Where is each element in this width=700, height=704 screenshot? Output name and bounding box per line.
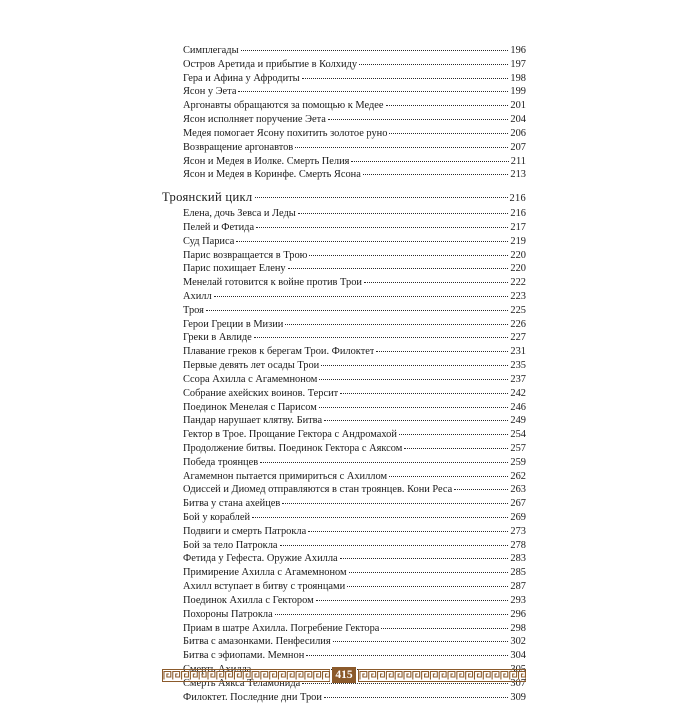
dot-leader [285, 323, 508, 325]
toc-entry-title: Битва у стана ахейцев [183, 498, 281, 510]
dot-leader [309, 254, 508, 256]
toc-entry-page: 246 [510, 401, 526, 413]
dot-leader [214, 295, 509, 297]
dot-leader [389, 475, 508, 477]
toc-entry-title: Аргонавты обращаются за помощью к Медее [183, 100, 384, 112]
toc-entry-title: Ссора Ахилла с Агамемноном [183, 373, 318, 385]
toc-entry-page: 211 [510, 155, 526, 167]
toc-entry [162, 155, 526, 169]
dot-leader [316, 599, 509, 601]
dot-leader [302, 77, 509, 79]
toc-entry [162, 497, 526, 511]
dot-leader [340, 392, 508, 394]
toc-entry [162, 276, 526, 290]
toc-entry-title: Собрание ахейских воинов. Терсит [183, 387, 339, 399]
toc-entries-argonauts [162, 44, 526, 182]
dot-leader [241, 49, 509, 51]
dot-leader [381, 627, 508, 629]
toc-entry [162, 304, 526, 318]
toc-entry [162, 168, 526, 182]
dot-leader [298, 212, 509, 214]
toc-entry-page: 304 [510, 650, 526, 662]
dot-leader [319, 378, 508, 380]
toc-entry-title: Гера и Афина у Афродиты [183, 72, 300, 84]
dot-leader [347, 585, 508, 587]
toc-entry-title: Смерть Аякса Теламонида [183, 677, 301, 689]
toc-entry-title: Ясон и Медея в Коринфе. Смерть Ясона [183, 169, 361, 181]
toc-entry-page: 216 [510, 208, 526, 220]
toc-entry-title: Ахилл вступает в битву с троянцами [183, 581, 346, 593]
toc-entry-title: Ясон у Эета [183, 86, 237, 98]
toc-entry-page: 263 [510, 484, 526, 496]
dot-leader [252, 516, 508, 518]
toc-entry-page: 259 [510, 456, 526, 468]
toc-entry [162, 525, 526, 539]
toc-entry-page: 198 [510, 72, 526, 84]
dot-leader [399, 433, 508, 435]
toc-entry [162, 235, 526, 249]
toc-entry [162, 207, 526, 221]
toc-entry-title: Фетида у Гефеста. Оружие Ахилла [183, 553, 338, 565]
toc-entry [162, 622, 526, 636]
toc-entry-page: 222 [510, 277, 526, 289]
toc-entry [162, 318, 526, 332]
toc-entry-title: Битва с амазонками. Пенфесилия [183, 636, 331, 648]
toc-entry-page: 197 [510, 58, 526, 70]
toc-entry [162, 387, 526, 401]
toc-entry [162, 85, 526, 99]
toc-entry-page: 283 [510, 553, 526, 565]
toc-entry-title: Симплегады [183, 45, 239, 56]
toc-entry [162, 580, 526, 594]
toc-entry-title: Ахилл [183, 291, 212, 302]
toc-entry-title: Одиссей и Диомед отправляются в стан троянцев. Кони Реса [183, 484, 453, 496]
dot-leader [333, 640, 509, 642]
toc-entry [162, 262, 526, 276]
dot-leader [256, 226, 508, 228]
dot-leader [376, 350, 508, 352]
toc-section-heading [162, 188, 526, 207]
toc-entry-page: 201 [510, 100, 526, 112]
meander-ornament-left [162, 669, 330, 682]
toc-entries-trojan [162, 207, 526, 704]
toc-entry-page: 225 [510, 304, 526, 316]
toc-entry-page: 231 [510, 346, 526, 358]
toc-entry-page: 273 [510, 525, 526, 537]
toc-entry [162, 58, 526, 72]
toc-entry-page: 206 [510, 127, 526, 139]
toc-entry-page: 309 [510, 691, 526, 703]
toc-entry [162, 483, 526, 497]
toc-entry [162, 414, 526, 428]
toc-entry-page: 219 [510, 235, 526, 247]
toc-entry-title: Пелей и Фетида [183, 221, 255, 233]
toc-entry [162, 113, 526, 127]
page-footer [162, 664, 526, 686]
toc-entry [162, 345, 526, 359]
toc-entry-page: 249 [510, 415, 526, 427]
dot-leader [306, 654, 508, 656]
toc-entry-title: Бой за тело Патрокла [183, 539, 278, 551]
toc-entry-page: 217 [510, 221, 526, 233]
toc-entry-page: 307 [510, 677, 526, 689]
dot-leader [364, 281, 508, 283]
dot-leader [308, 530, 508, 532]
dot-leader [389, 132, 508, 134]
toc-entry-page: 287 [510, 581, 526, 593]
toc-entry-title: Остров Аретида и прибытие в Колхиду [183, 58, 358, 70]
dot-leader [321, 364, 508, 366]
toc-entry-title: Парис похищает Елену [183, 263, 286, 275]
toc-entry [162, 442, 526, 456]
dot-leader [282, 502, 508, 504]
dot-leader [349, 571, 509, 573]
toc-entry-title: Смерть Ахилла [183, 663, 252, 675]
toc-entry-title: Менелай готовится к войне против Трои [183, 277, 362, 289]
toc-entry [162, 359, 526, 373]
dot-leader [236, 240, 508, 242]
toc-entry-page: 305 [510, 663, 526, 675]
toc-entry-page: 269 [510, 512, 526, 523]
toc-entry [162, 511, 526, 525]
toc-entry [162, 456, 526, 470]
dot-leader [386, 104, 509, 106]
toc-entry [162, 552, 526, 566]
toc-entry [162, 221, 526, 235]
toc-entry-page: 257 [510, 442, 526, 454]
toc-entry-title: Похороны Патрокла [183, 608, 273, 620]
toc-entry-page: 267 [510, 498, 526, 510]
toc-entry-title: Елена, дочь Зевса и Леды [183, 208, 296, 220]
toc-entry-page: 220 [510, 249, 526, 261]
dot-leader [324, 696, 508, 698]
dot-leader [280, 544, 509, 546]
toc-entry-page: 223 [510, 291, 526, 302]
toc-entry-page: 213 [510, 169, 526, 181]
toc-entry [162, 127, 526, 141]
toc-entry-title: Греки в Авлиде [183, 332, 252, 344]
toc-entry-title: Поединок Менелая с Парисом [183, 401, 317, 413]
dot-leader [328, 118, 509, 120]
toc-entry [162, 649, 526, 663]
dot-leader [288, 267, 509, 269]
dot-leader [254, 336, 509, 338]
dot-leader [206, 309, 508, 311]
toc-entry-title: Ясон исполняет поручение Эета [183, 114, 326, 126]
toc-entry-page: 235 [510, 360, 526, 372]
toc-entry-title: Подвиги и смерть Патрокла [183, 525, 307, 537]
toc-entry-title: Герои Греции в Мизии [183, 318, 284, 330]
section-page: 216 [509, 193, 526, 205]
toc-entry [162, 635, 526, 649]
dot-leader [275, 613, 509, 615]
toc-entry-title: Возвращение аргонавтов [183, 141, 294, 153]
toc-entry [162, 691, 526, 704]
toc-entry-title: Парис возвращается в Трою [183, 249, 308, 261]
meander-ornament-right [358, 669, 526, 682]
dot-leader [404, 447, 508, 449]
toc-entry-title: Агамемнон пытается примириться с Ахиллом [183, 470, 388, 482]
toc-entry-page: 278 [510, 539, 526, 551]
toc-entry-title: Медея помогает Ясону похитить золотое руно [183, 127, 388, 139]
toc-entry-title: Победа троянцев [183, 456, 259, 468]
toc-entry-page: 293 [510, 594, 526, 606]
toc-entry [162, 401, 526, 415]
toc-entry-title: Бой у кораблей [183, 512, 251, 523]
toc-entry-page: 254 [510, 429, 526, 441]
dot-leader [260, 461, 508, 463]
toc-entry-title: Филоктет. Последние дни Трои [183, 691, 322, 703]
toc-entry [162, 428, 526, 442]
toc-entry-title: Плавание греков к берегам Трои. Филоктет [183, 346, 375, 358]
dot-leader [359, 63, 508, 65]
toc-entry-title: Продолжение битвы. Поединок Гектора с Аяксом [183, 442, 403, 454]
toc-entry-title: Пандар нарушает клятву. Битва [183, 415, 323, 427]
toc-entry-page: 199 [510, 86, 526, 98]
toc-entry [162, 566, 526, 580]
toc-entry-page: 226 [510, 318, 526, 330]
toc-entry-title: Приам в шатре Ахилла. Погребение Гектора [183, 622, 380, 634]
toc-entry-page: 296 [510, 608, 526, 620]
toc-entry [162, 594, 526, 608]
page-number: 415 [332, 667, 355, 683]
dot-leader [324, 419, 508, 421]
toc-entry-title: Суд Париса [183, 235, 235, 247]
toc-entry [162, 373, 526, 387]
toc-entry-page: 237 [510, 373, 526, 385]
toc-entry-page: 227 [510, 332, 526, 344]
toc-entry [162, 608, 526, 622]
toc-entry [162, 99, 526, 113]
toc-entry-title: Битва с эфиопами. Мемнон [183, 650, 305, 662]
dot-leader [454, 488, 508, 490]
toc-entry [162, 331, 526, 345]
toc-entry-page: 285 [510, 567, 526, 579]
toc-entry-page: 196 [510, 45, 526, 56]
dot-leader [340, 557, 509, 559]
toc-entry [162, 72, 526, 86]
toc-entry [162, 539, 526, 553]
toc-entry-title: Троя [183, 304, 204, 316]
table-of-contents [162, 44, 526, 704]
dot-leader [255, 196, 508, 198]
toc-entry [162, 44, 526, 58]
dot-leader [319, 406, 509, 408]
dot-leader [363, 173, 509, 175]
toc-entry-page: 242 [510, 387, 526, 399]
toc-entry [162, 249, 526, 263]
toc-entry-page: 207 [510, 141, 526, 153]
toc-entry-title: Первые девять лет осады Трои [183, 360, 320, 372]
toc-entry-page: 204 [510, 114, 526, 126]
toc-entry-page: 262 [510, 470, 526, 482]
toc-entry-page: 220 [510, 263, 526, 275]
toc-entry-title: Гектор в Трое. Прощание Гектора с Андромахой [183, 429, 397, 441]
dot-leader [238, 90, 508, 92]
toc-entry-title: Поединок Ахилла с Гектором [183, 594, 314, 606]
toc-entry [162, 141, 526, 155]
toc-entry [162, 290, 526, 304]
toc-entry [162, 470, 526, 484]
toc-entry-title: Примирение Ахилла с Агамемноном [183, 567, 347, 579]
section-title: Троянский цикл [162, 190, 253, 205]
toc-entry-page: 298 [510, 622, 526, 634]
toc-entry-page: 302 [510, 636, 526, 648]
dot-leader [351, 160, 508, 162]
dot-leader [295, 146, 508, 148]
toc-entry-title: Ясон и Медея в Иолке. Смерть Пелия [183, 155, 350, 167]
